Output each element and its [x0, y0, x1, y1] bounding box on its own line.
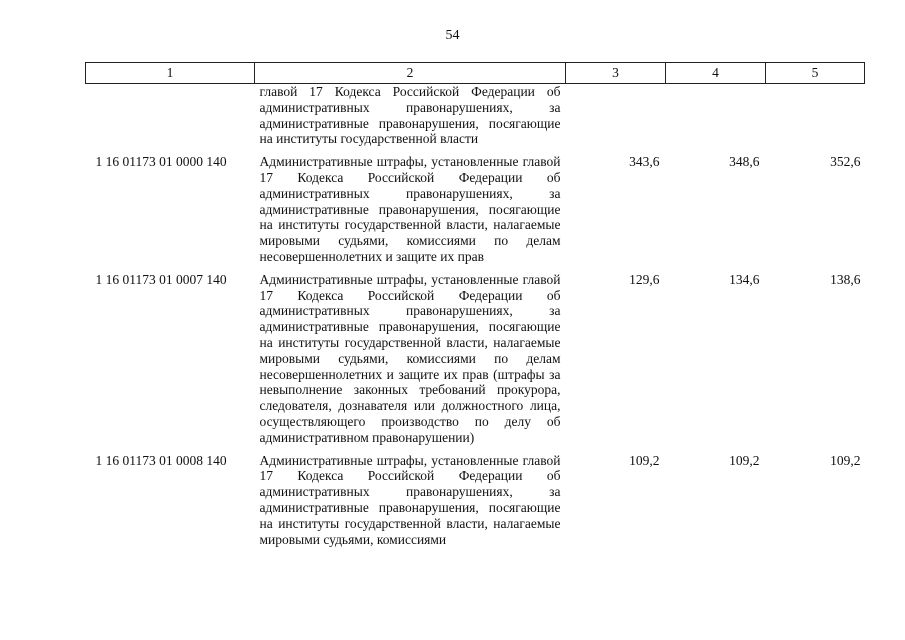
cell-value-4: 134,6 — [729, 271, 760, 287]
cell-value-5: 109,2 — [830, 452, 861, 468]
table-header — [86, 63, 865, 84]
cell-code — [86, 84, 255, 155]
table-row-continuation — [86, 84, 865, 155]
column-header-1: 1 — [86, 63, 255, 84]
cell-value-5: 138,6 — [830, 271, 861, 287]
cell-value-3: 343,6 — [629, 154, 660, 170]
table-row — [86, 154, 865, 272]
column-header-2: 2 — [255, 63, 566, 84]
cell-value-4 — [666, 84, 766, 155]
cell-value-4: 348,6 — [729, 154, 760, 170]
cell-value-3 — [566, 84, 666, 155]
cell-description: Административные штрафы, установленные главой 17 Кодекса Российской Федерации об административных правонарушениях, за административные правонарушения, посягающие на институты государственной власти, налагаемые мировыми судьями, комиссиями по делам несовершеннолетних и защите их прав — [259, 154, 561, 264]
cell-value-5: 352,6 — [830, 154, 861, 170]
cell-value-5 — [766, 84, 865, 155]
cell-description: Административные штрафы, установленные главой 17 Кодекса Российской Федерации об административных правонарушениях, за административные правонарушения, посягающие на институты государственной власти, налагаемые мировыми судьями, комиссиями по делам несовершеннолетних и защите их прав (штрафы за невыполнение законных требований прокурора, следователя, дознавателя или должностного лица, осуществляющего производство по делу об административном правонарушении) — [259, 271, 561, 445]
cell-value-3: 109,2 — [629, 452, 660, 468]
table-body — [86, 84, 865, 555]
column-header-5: 5 — [766, 63, 865, 84]
table-row — [86, 272, 865, 453]
cell-description: главой 17 Кодекса Российской Федерации об административных правонарушениях, за административные правонарушения, посягающие на институты государственной власти — [259, 84, 561, 147]
table-row — [86, 453, 865, 555]
column-header-3: 3 — [566, 63, 666, 84]
cell-value-4: 109,2 — [729, 452, 760, 468]
cell-code: 1 16 01173 01 0000 140 — [95, 154, 227, 170]
cell-description: Административные штрафы, установленные главой 17 Кодекса Российской Федерации об административных правонарушениях, за административные правонарушения, посягающие на институты государственной власти, налагаемые мировыми судьями, комиссиями — [259, 452, 561, 547]
budget-table — [85, 62, 865, 554]
page-number: 54 — [445, 28, 460, 43]
cell-value-3: 129,6 — [629, 271, 660, 287]
cell-code: 1 16 01173 01 0007 140 — [95, 271, 227, 287]
header-row — [86, 63, 865, 84]
cell-code: 1 16 01173 01 0008 140 — [95, 452, 227, 468]
column-header-4: 4 — [666, 63, 766, 84]
